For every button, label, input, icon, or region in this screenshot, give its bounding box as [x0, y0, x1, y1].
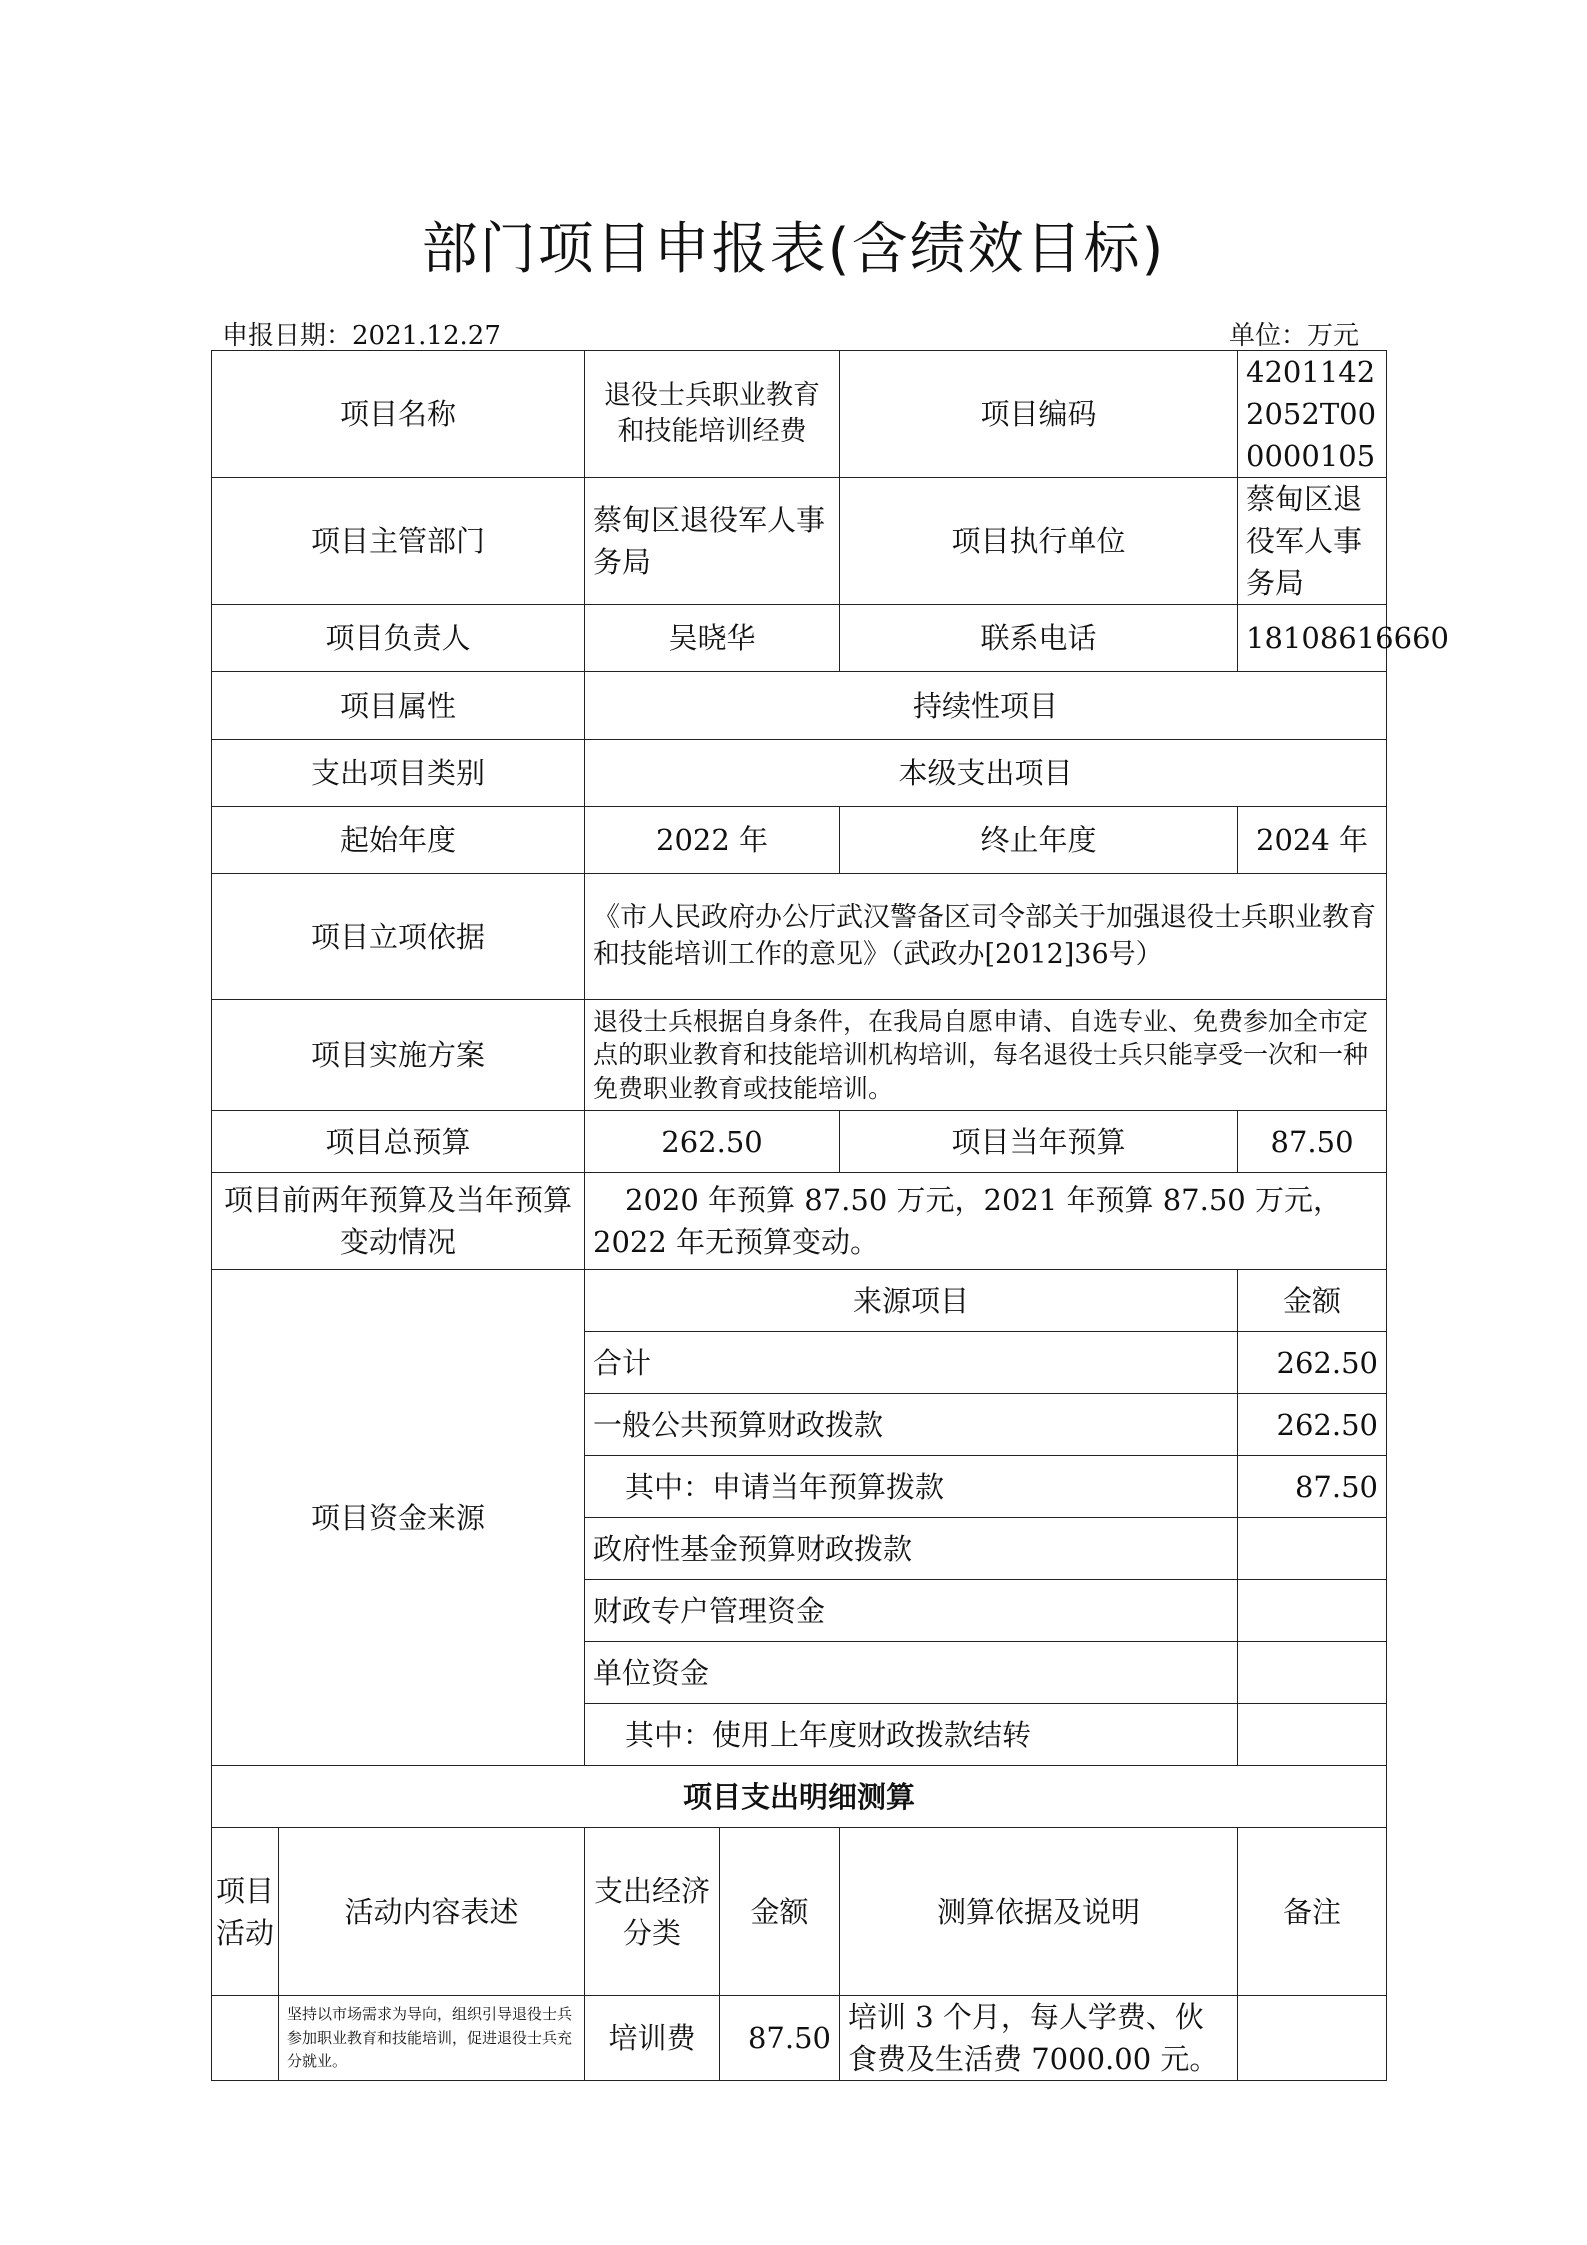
row-attribute	[212, 672, 1387, 740]
funding-source: 财政专户管理资金	[585, 1580, 1238, 1642]
current-budget-value: 87.50	[1238, 1111, 1387, 1173]
detail-header-row	[212, 1828, 1387, 1996]
project-name-label: 项目名称	[212, 351, 585, 478]
report-date: 申报日期：2021.12.27	[222, 321, 501, 351]
detail-header-amount: 金额	[720, 1828, 840, 1996]
detail-header-basis: 测算依据及说明	[840, 1828, 1238, 1996]
exec-unit-value: 蔡甸区退役军人事务局	[1238, 478, 1387, 605]
row-budget-change	[212, 1173, 1387, 1270]
detail-content: 坚持以市场需求为导向，组织引导退役士兵参加职业教育和技能培训，促进退役士兵充分就业。	[279, 1996, 585, 2081]
funding-source-header: 来源项目	[585, 1270, 1238, 1332]
row-project-name	[212, 351, 1387, 478]
budget-change-label: 项目前两年预算及当年预算变动情况	[212, 1173, 585, 1270]
funding-amount	[1238, 1518, 1387, 1580]
funding-amount	[1238, 1642, 1387, 1704]
department-label: 项目主管部门	[212, 478, 585, 605]
detail-header-econ: 支出经济分类	[585, 1828, 720, 1996]
plan-label: 项目实施方案	[212, 1000, 585, 1111]
category-value: 本级支出项目	[585, 740, 1387, 807]
owner-value: 吴晓华	[585, 605, 840, 672]
funding-amount: 87.50	[1238, 1456, 1387, 1518]
funding-source: 其中：使用上年度财政拨款结转	[585, 1704, 1238, 1766]
end-year-label: 终止年度	[840, 807, 1238, 874]
detail-row	[212, 1996, 1387, 2081]
row-budget	[212, 1111, 1387, 1173]
detail-header-activity: 项目活动	[212, 1828, 279, 1996]
detail-basis: 培训 3 个月，每人学费、伙食费及生活费 7000.00 元。	[840, 1996, 1238, 2081]
basis-value: 《市人民政府办公厅武汉警备区司令部关于加强退役士兵职业教育和技能培训工作的意见》（武政办[2012]36号）	[585, 874, 1387, 1000]
funding-label: 项目资金来源	[212, 1270, 585, 1766]
unit-label: 单位：万元	[1228, 321, 1359, 351]
owner-label: 项目负责人	[212, 605, 585, 672]
row-department	[212, 478, 1387, 605]
detail-amount: 87.50	[720, 1996, 840, 2081]
detail-header-content: 活动内容表述	[279, 1828, 585, 1996]
detail-econ: 培训费	[585, 1996, 720, 2081]
exec-unit-label: 项目执行单位	[840, 478, 1238, 605]
funding-amount: 262.50	[1238, 1332, 1387, 1394]
phone-label: 联系电话	[840, 605, 1238, 672]
start-year-label: 起始年度	[212, 807, 585, 874]
plan-value: 退役士兵根据自身条件，在我局自愿申请、自选专业、免费参加全市定点的职业教育和技能培训机构培训，每名退役士兵只能享受一次和一种免费职业教育或技能培训。	[585, 1000, 1387, 1111]
page-title: 部门项目申报表(含绩效目标)	[421, 217, 1166, 282]
project-code-value: 42011422052T000000105	[1238, 351, 1387, 478]
current-budget-label: 项目当年预算	[840, 1111, 1238, 1173]
detail-activity	[212, 1996, 279, 2081]
row-plan	[212, 1000, 1387, 1111]
end-year-value: 2024 年	[1238, 807, 1387, 874]
detail-header-remark: 备注	[1238, 1828, 1387, 1996]
row-years	[212, 807, 1387, 874]
funding-source: 合计	[585, 1332, 1238, 1394]
phone-value: 18108616660	[1238, 605, 1387, 672]
row-basis	[212, 874, 1387, 1000]
attribute-label: 项目属性	[212, 672, 585, 740]
budget-change-value: 2020 年预算 87.50 万元，2021 年预算 87.50 万元，2022 年无预算变动。	[585, 1173, 1387, 1270]
detail-section-row	[212, 1766, 1387, 1828]
row-owner	[212, 605, 1387, 672]
detail-section-title: 项目支出明细测算	[212, 1766, 1387, 1828]
funding-source: 政府性基金预算财政拨款	[585, 1518, 1238, 1580]
row-category	[212, 740, 1387, 807]
funding-header-row	[212, 1270, 1387, 1332]
funding-amount	[1238, 1580, 1387, 1642]
category-label: 支出项目类别	[212, 740, 585, 807]
total-budget-label: 项目总预算	[212, 1111, 585, 1173]
start-year-value: 2022 年	[585, 807, 840, 874]
project-code-label: 项目编码	[840, 351, 1238, 478]
detail-remark	[1238, 1996, 1387, 2081]
funding-amount	[1238, 1704, 1387, 1766]
funding-source: 一般公共预算财政拨款	[585, 1394, 1238, 1456]
department-value: 蔡甸区退役军人事务局	[585, 478, 840, 605]
total-budget-value: 262.50	[585, 1111, 840, 1173]
funding-source: 其中：申请当年预算拨款	[585, 1456, 1238, 1518]
basis-label: 项目立项依据	[212, 874, 585, 1000]
funding-source: 单位资金	[585, 1642, 1238, 1704]
funding-amount-header: 金额	[1238, 1270, 1387, 1332]
project-name-value: 退役士兵职业教育和技能培训经费	[585, 351, 840, 478]
attribute-value: 持续性项目	[585, 672, 1387, 740]
funding-amount: 262.50	[1238, 1394, 1387, 1456]
project-table	[211, 350, 1449, 2081]
